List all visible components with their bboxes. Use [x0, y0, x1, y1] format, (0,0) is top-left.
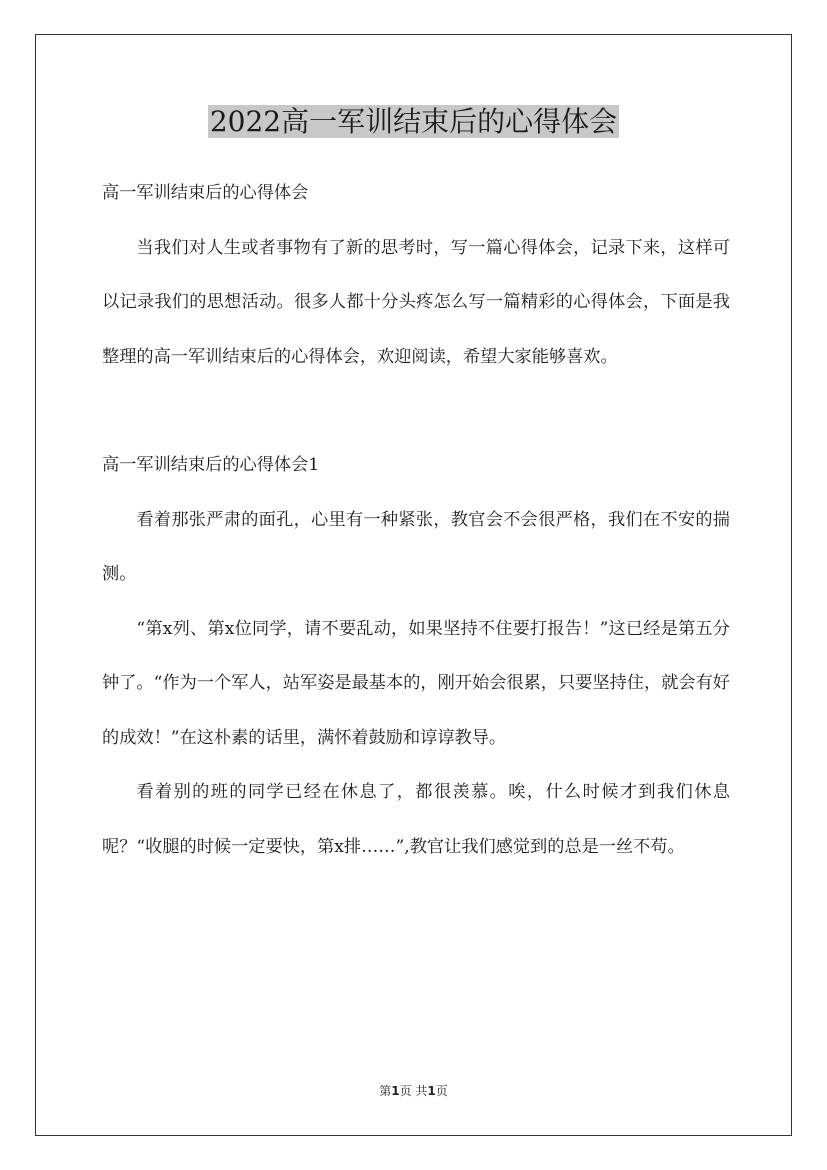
document-title-text: 2022高一军训结束后的心得体会: [209, 105, 618, 138]
body-paragraph-3: 看着别的班的同学已经在休息了，都很羡慕。唉，什么时候才到我们休息呢？“收腿的时候一定要快，第x排……”,教官让我们感觉到的总是一丝不苟。: [102, 782, 730, 857]
subtitle: 高一军训结束后的心得体会: [102, 183, 309, 203]
body-paragraph-2: “第x列、第x位同学，请不要乱动，如果坚持不住要打报告！”这已经是第五分钟了。“作为一个军人，站军姿是最基本的，刚开始会很累，只要坚持住，就会有好的成效！”在这朴素的话里，满怀着鼓励和谆谆教导。: [102, 618, 730, 748]
footer-page-total: 1: [427, 1084, 436, 1098]
footer-page-prefix: 第: [379, 1084, 392, 1098]
footer-page-current: 1: [391, 1084, 400, 1098]
intro-paragraph: 当我们对人生或者事物有了新的思考时，写一篇心得体会，记录下来，这样可以记录我们的思想活动。很多人都十分头疼怎么写一篇精彩的心得体会，下面是我整理的高一军训结束后的心得体会，欢迎阅读，希望大家能够喜欢。: [102, 237, 730, 367]
footer-page-suffix: 页: [435, 1084, 448, 1098]
section-spacer: [102, 384, 730, 438]
footer-page-mid: 页 共: [399, 1084, 428, 1098]
document-title: [0, 100, 827, 144]
body-paragraph-1: 看着那张严肃的面孔，心里有一种紧张，教官会不会很严格，我们在不安的揣测。: [102, 509, 730, 584]
document-body: [102, 166, 730, 874]
page-footer: [0, 1083, 827, 1099]
section-heading: 高一军训结束后的心得体会1: [102, 455, 320, 475]
